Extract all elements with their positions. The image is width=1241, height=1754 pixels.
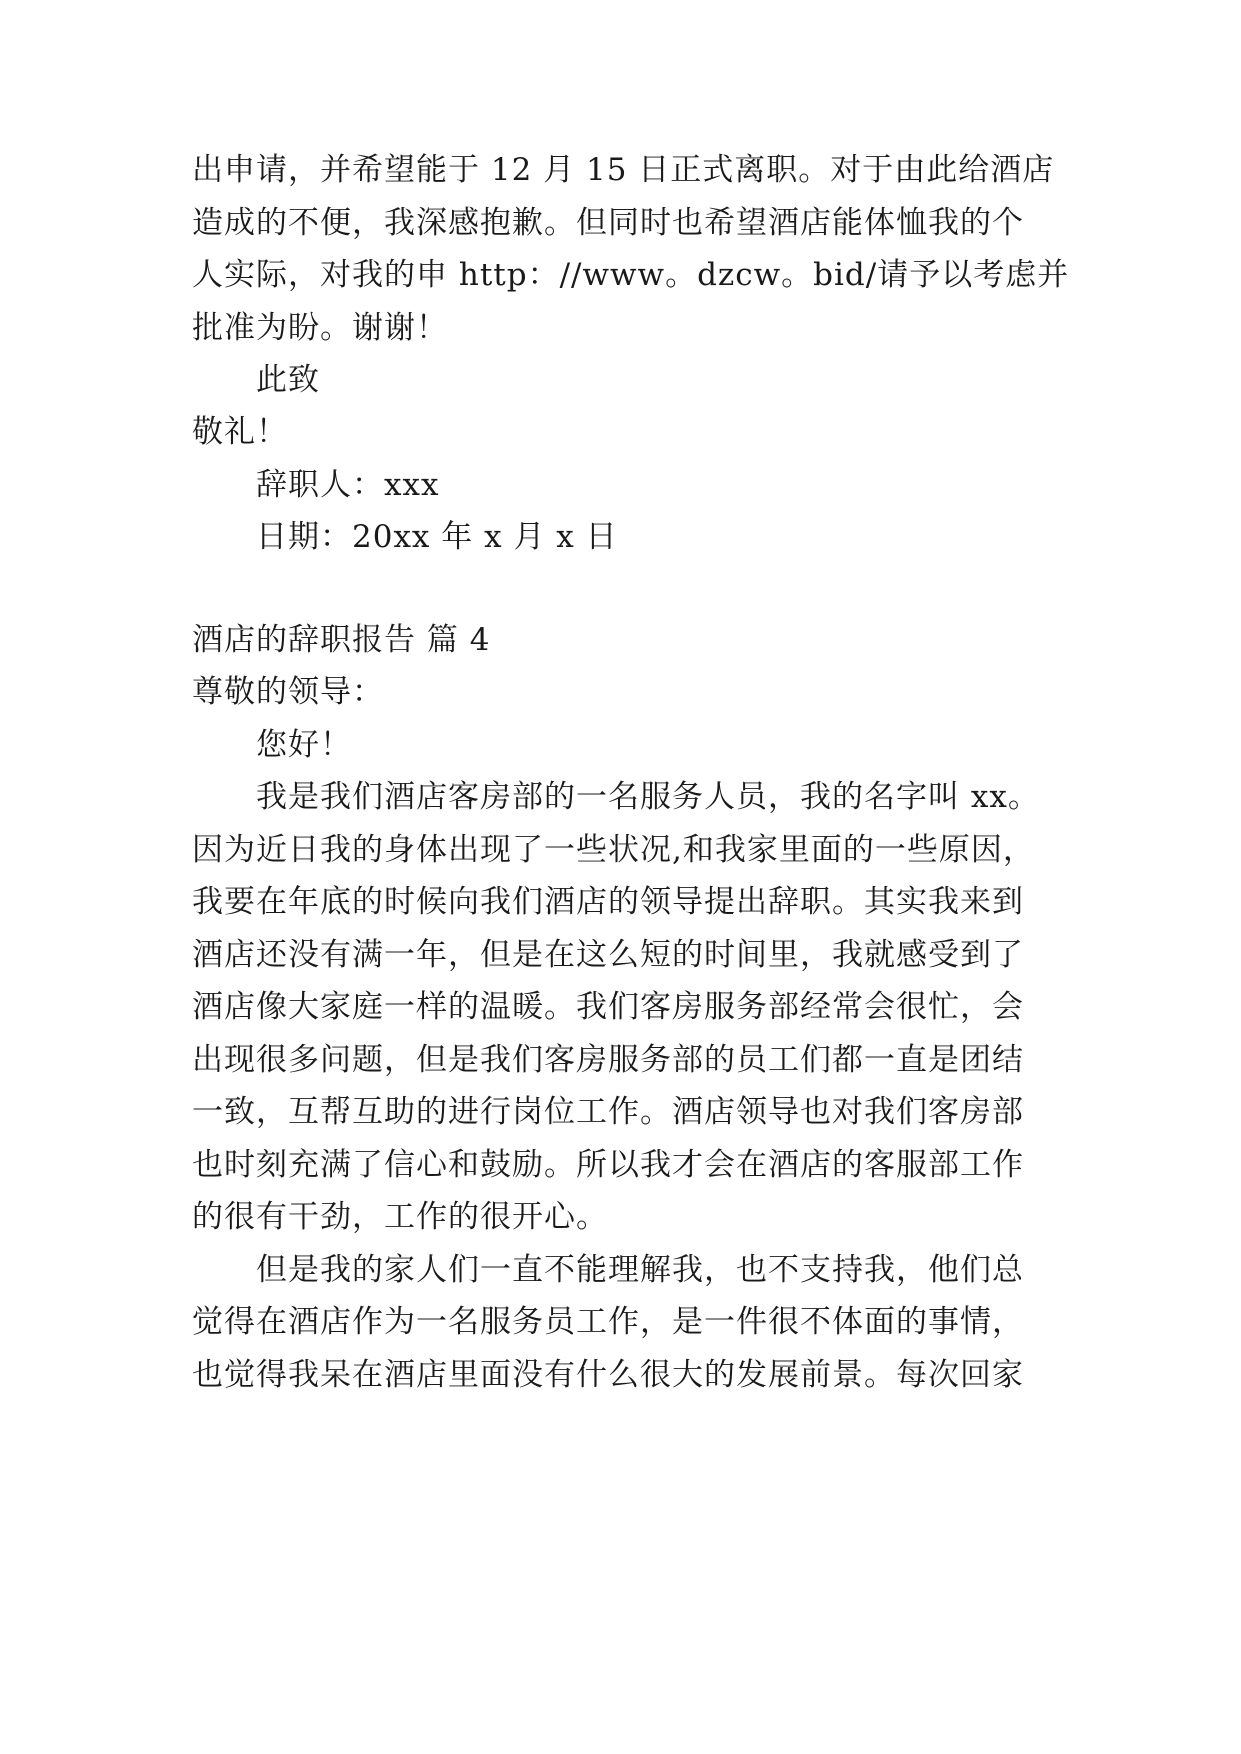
paragraph-line: 也觉得我呆在酒店里面没有什么很大的发展前景。每次回家 [192, 1357, 1024, 1393]
paragraph-line: 觉得在酒店作为一名服务员工作，是一件很不体面的事情， [192, 1304, 1024, 1340]
date-line: 日期：20xx 年 x 月 x 日 [256, 519, 618, 555]
body-text-line: 造成的不便，我深感抱歉。但同时也希望酒店能体恤我的个 [192, 205, 1024, 241]
paragraph-line: 我是我们酒店客房部的一名服务人员，我的名字叫 xx。 [256, 779, 1040, 815]
salutation: 敬礼！ [192, 414, 288, 450]
paragraph-line: 我要在年底的时候向我们酒店的领导提出辞职。其实我来到 [192, 884, 1024, 920]
paragraph-line: 酒店像大家庭一样的温暖。我们客房服务部经常会很忙，会 [192, 989, 1024, 1025]
paragraph-line: 酒店还没有满一年，但是在这么短的时间里，我就感受到了 [192, 937, 1024, 973]
paragraph-line: 的很有干劲，工作的很开心。 [192, 1199, 608, 1235]
signer-line: 辞职人：xxx [256, 467, 440, 503]
paragraph-line: 出现很多问题，但是我们客房服务部的员工们都一直是团结 [192, 1042, 1024, 1078]
paragraph-line: 一致，互帮互助的进行岗位工作。酒店领导也对我们客房部 [192, 1094, 1024, 1130]
paragraph-line: 但是我的家人们一直不能理解我，也不支持我，他们总 [256, 1252, 1024, 1288]
closing-phrase: 此致 [256, 362, 320, 398]
section-title: 酒店的辞职报告 篇 4 [192, 622, 491, 658]
body-text-line: 批准为盼。谢谢！ [192, 310, 448, 346]
paragraph-line: 也时刻充满了信心和鼓励。所以我才会在酒店的客服部工作 [192, 1147, 1024, 1183]
paragraph-line: 因为近日我的身体出现了一些状况,和我家里面的一些原因， [192, 832, 1035, 868]
body-text-line: 人实际，对我的申 http：//www。dzcw。bid/请予以考虑并 [192, 257, 1070, 293]
body-text-line: 出申请，并希望能于 12 月 15 日正式离职。对于由此给酒店 [192, 152, 1055, 188]
addressee: 尊敬的领导： [192, 674, 384, 710]
greeting: 您好！ [256, 727, 352, 763]
